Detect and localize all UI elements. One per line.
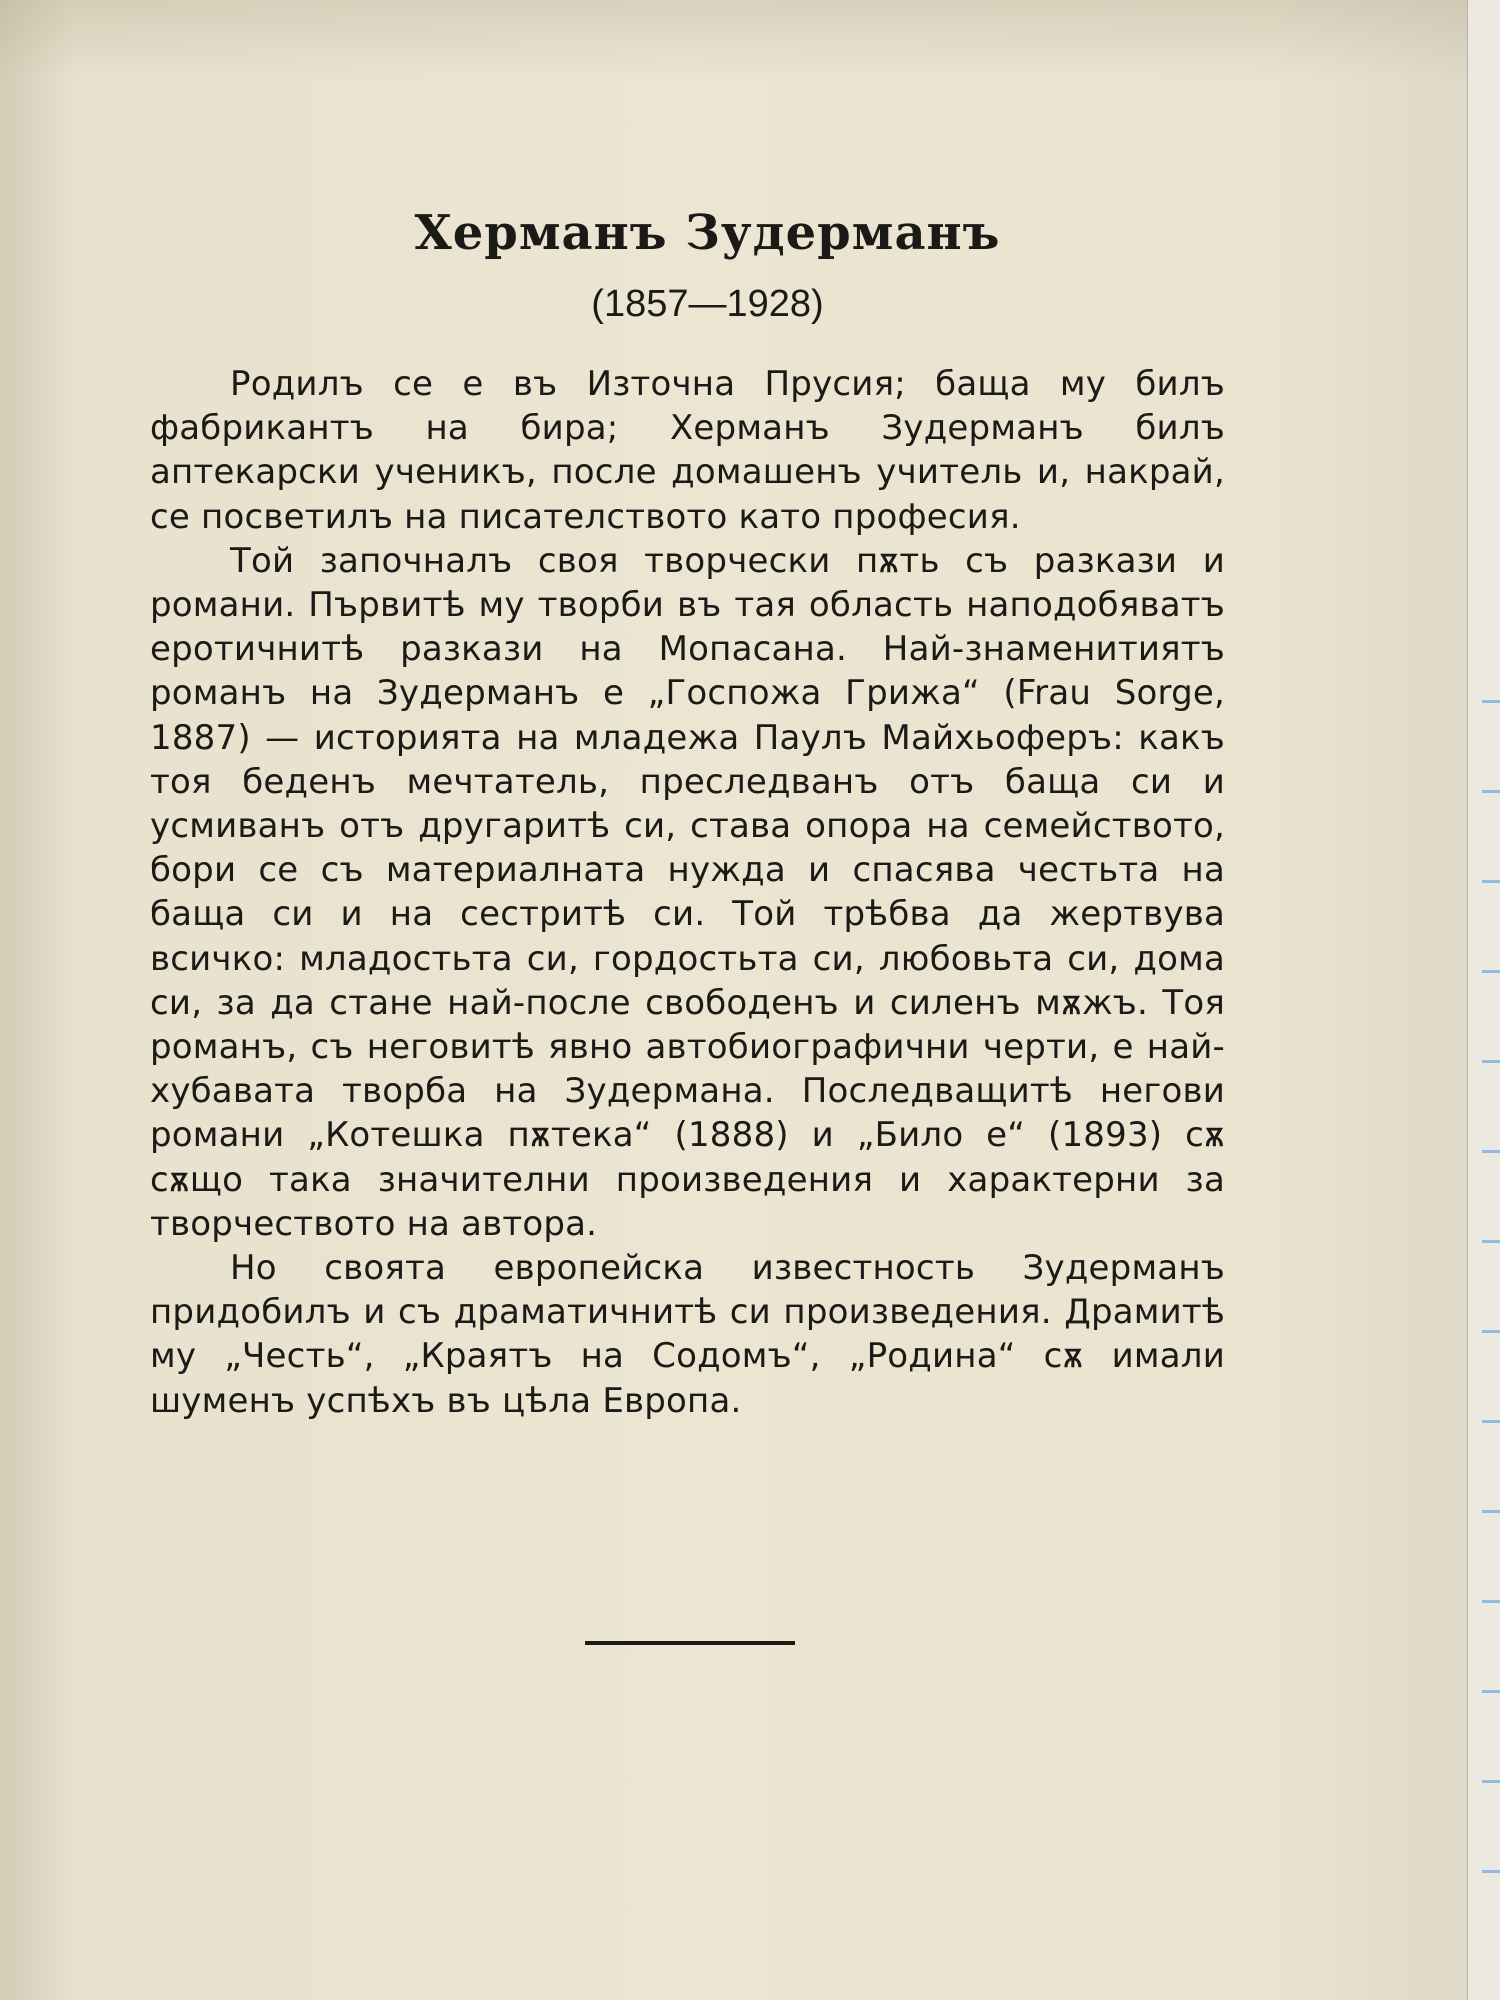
notebook-line-mark (1482, 1150, 1500, 1153)
notebook-line-mark (1482, 1510, 1500, 1513)
notebook-line-mark (1482, 1240, 1500, 1243)
notebook-sheet-edge (1467, 0, 1500, 2000)
notebook-line-mark (1482, 1600, 1500, 1603)
section-divider (585, 1641, 795, 1645)
author-years: (1857—1928) (591, 283, 824, 325)
notebook-line-mark (1482, 970, 1500, 973)
page-shadow (0, 0, 1500, 80)
notebook-line-mark (1482, 700, 1500, 703)
notebook-line-mark (1482, 1870, 1500, 1873)
article (150, 205, 1225, 1423)
notebook-line-mark (1482, 1330, 1500, 1333)
notebook-line-mark (1482, 790, 1500, 793)
paragraph-biography: Родилъ се е въ Източна Прусия; баща му билъ фабрикантъ на бира; Херманъ Зудерманъ билъ аптекарски ученикъ, после домашенъ учитель и, накрай, се посветилъ на писателството като професия. (150, 364, 1225, 537)
notebook-line-mark (1482, 1420, 1500, 1423)
notebook-line-mark (1482, 1780, 1500, 1783)
notebook-line-mark (1482, 1060, 1500, 1063)
paragraph-dramas: Но своята европейска известность Зудерманъ придобилъ и съ драматичнитѣ си произведения. Драмитѣ му „Честь“, „Краятъ на Содомъ“, „Родина“ сѫ имали шуменъ успѣхъ въ цѣла Европа. (150, 1248, 1225, 1421)
notebook-line-mark (1482, 880, 1500, 883)
page-title: Херманъ Зудерманъ (414, 205, 1001, 261)
paragraph-novels: Той започналъ своя творчески пѫть съ разкази и романи. Първитѣ му творби въ тая область наподобяватъ еротичнитѣ разкази на Мопасана. Най-знаменитиятъ романъ на Зудерманъ е „Госпожа Грижа“ (Frau Sorge, 1887) — историята на младежа Паулъ Майхьоферъ: какъ тоя беденъ мечтатель, преследванъ отъ баща си и усмиванъ отъ другаритѣ си, става опора на семейството, бори се съ материалната нужда и спасява честьта на баща си и на сестритѣ си. Той трѣбва да жертвува всичко: младостьта си, гордостьта си, любовьта си, дома си, за да стане най-после свободенъ и силенъ мѫжъ. Тоя романъ, съ неговитѣ явно автобиографични черти, е най-хубавата творба на Зудермана. Последващитѣ негови романи „Котешка пѫтека“ (1888) и „Било е“ (1893) сѫ сѫщо така значителни произведения и характерни за творчеството на автора. (150, 540, 1225, 1244)
notebook-line-mark (1482, 1690, 1500, 1693)
